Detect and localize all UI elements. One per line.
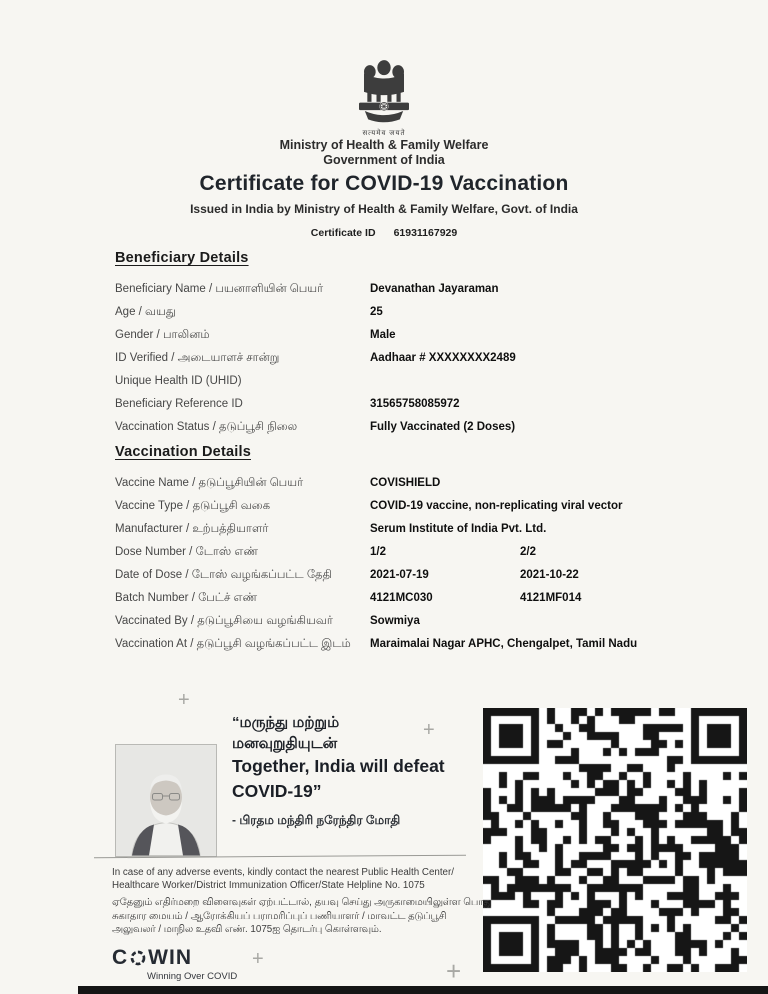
field-value-dose2: 2/2 — [520, 546, 536, 558]
field-label: Gender / பாலினம் — [115, 329, 210, 341]
quote-english-line1: Together, India will defeat — [232, 756, 445, 776]
qr-code — [483, 708, 747, 972]
vaccination-section-title: Vaccination Details — [115, 444, 251, 460]
field-value-dose1: 4121MC030 — [370, 592, 433, 604]
field-value: Devanathan Jayaraman — [370, 283, 499, 295]
emblem-motto: सत्यमेव जयते — [362, 130, 406, 137]
field-label: Vaccinated By / தடுப்பூசியை வழங்கியவர் — [115, 615, 333, 627]
cowin-aperture-icon — [130, 950, 146, 966]
adverse-events-text-tamil: ஏதேனும் எதிர்மறை விளைவுகள் ஏற்பட்டால், தயவு செய்து அருகாமையிலுள்ள பொது சுகாதார மையம் / ஆரோக்கியப் பராமரிப்புப் பணியாளர் / மாவட்ட தடுப்பூசி அலுவலர் / மாநில உதவி எண். 1075ஐ தொடர்பு கொள்ளவும். — [112, 897, 492, 935]
beneficiary-details-section — [115, 250, 695, 439]
field-label: ID Verified / அடையாளச் சான்று — [115, 352, 280, 364]
pm-portrait-graphic — [116, 745, 216, 856]
quote-attribution: - பிரதம மந்திரி நரேந்திர மோதி — [232, 813, 401, 827]
field-value-dose1: 1/2 — [370, 546, 386, 558]
plus-mark: + — [178, 689, 190, 711]
field-label: Vaccine Type / தடுப்பூசி வகை — [115, 500, 271, 512]
field-label: Vaccine Name / தடுப்பூசியின் பெயர் — [115, 477, 304, 489]
beneficiary-row — [115, 278, 695, 301]
cowin-logo-c: C — [112, 946, 129, 969]
beneficiary-row — [115, 324, 695, 347]
field-label: Date of Dose / டோஸ் வழங்கப்பட்ட தேதி — [115, 569, 332, 581]
vaccination-row — [115, 518, 695, 541]
quote-tamil-line1: “மருந்து மற்றும் — [232, 714, 340, 731]
beneficiary-row — [115, 370, 695, 393]
beneficiary-row — [115, 393, 695, 416]
vaccination-details-section — [115, 444, 695, 656]
cowin-logo-win: WIN — [148, 946, 192, 969]
vaccination-row — [115, 495, 695, 518]
field-value-dose1: Serum Institute of India Pvt. Ltd. — [370, 523, 547, 535]
plus-mark: + — [423, 719, 435, 741]
certificate-id-row — [0, 227, 768, 239]
vaccination-row — [115, 541, 695, 564]
bottom-bar — [78, 986, 768, 994]
certificate-title: Certificate for COVID-19 Vaccination — [199, 172, 569, 195]
certificate-subtitle: Issued in India by Ministry of Health & Family Welfare, Govt. of India — [190, 202, 578, 216]
field-value-dose2: 2021-10-22 — [520, 569, 579, 581]
field-value-dose2: 4121MF014 — [520, 592, 582, 604]
beneficiary-section-title: Beneficiary Details — [115, 250, 249, 266]
field-value-dose1: Sowmiya — [370, 615, 420, 627]
beneficiary-row — [115, 301, 695, 324]
vaccination-row — [115, 587, 695, 610]
emblem-of-india — [0, 56, 768, 138]
field-label: Vaccination At / தடுப்பூசி வழங்கப்பட்ட இடம் — [115, 638, 351, 650]
beneficiary-row — [115, 347, 695, 370]
cowin-brand — [112, 946, 237, 982]
vaccination-row — [115, 633, 695, 656]
vaccination-row — [115, 564, 695, 587]
field-label: Batch Number / பேட்ச் எண் — [115, 592, 258, 604]
certificate-id-value: 61931167929 — [393, 227, 458, 239]
field-label: Manufacturer / உற்பத்தியாளர் — [115, 523, 269, 535]
vaccination-row — [115, 472, 695, 495]
field-value: 31565758085972 — [370, 398, 460, 410]
field-value-dose1: COVID-19 vaccine, non-replicating viral vector — [370, 500, 623, 512]
field-value-dose1: COVISHIELD — [370, 477, 441, 489]
field-value: Fully Vaccinated (2 Doses) — [370, 421, 516, 433]
field-label: Beneficiary Name / பயனாளியின் பெயர் — [115, 283, 324, 295]
adverse-events-text-english: In case of any adverse events, kindly contact the nearest Public Health Center/ Healthcare Worker/District Immunization Officer/State Helpline No. 1075 — [112, 867, 454, 891]
certificate-id-label: Certificate ID — [310, 227, 376, 239]
field-label: Unique Health ID (UHID) — [115, 375, 242, 387]
field-value: Male — [370, 329, 396, 341]
ministry-name: Ministry of Health & Family Welfare — [279, 138, 489, 152]
cowin-logo — [112, 946, 237, 970]
quote-english-line2: COVID-19” — [232, 781, 322, 801]
field-label: Dose Number / டோஸ் எண் — [115, 546, 259, 558]
vaccination-row — [115, 610, 695, 633]
field-label: Vaccination Status / தடுப்பூசி நிலை — [115, 421, 298, 433]
beneficiary-row — [115, 416, 695, 439]
field-value-dose1: 2021-07-19 — [370, 569, 429, 581]
field-label: Beneficiary Reference ID — [115, 398, 243, 410]
field-value: 25 — [370, 306, 383, 318]
quote-tamil-line2: மனவுறுதியுடன் — [232, 735, 338, 752]
pm-photo — [115, 744, 217, 857]
pm-quote-block — [232, 712, 482, 829]
plus-mark: + — [446, 956, 462, 986]
field-value: Aadhaar # XXXXXXXX2489 — [370, 352, 516, 364]
plus-mark: + — [252, 948, 264, 970]
field-value-dose1: Maraimalai Nagar APHC, Chengalpet, Tamil Nadu — [370, 638, 638, 650]
government-name: Government of India — [323, 153, 445, 167]
field-label: Age / வயது — [115, 306, 176, 318]
cowin-tagline: Winning Over COVID — [147, 971, 238, 982]
lion-capital-graphic — [342, 56, 426, 126]
